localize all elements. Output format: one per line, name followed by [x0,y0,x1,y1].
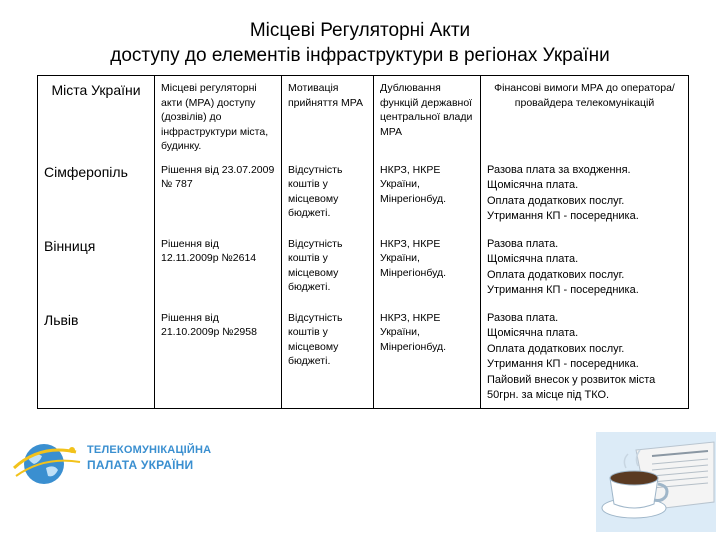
title-line-1: Місцеві Регуляторні Акти [249,20,471,41]
financial-item: Утримання КП - посередника. [487,358,639,370]
row-city: Вінниця [38,232,155,306]
title-line-2: доступу до елементів інфраструктури в регіонах України [110,45,610,66]
logo-line-2: ПАЛАТА УКРАЇНИ [87,458,194,472]
table-header-row [38,76,689,158]
page-title [0,18,720,68]
regulatory-acts-table [37,75,689,409]
financial-item: Пайовий внесок у розвиток міста 50грн. за місце під ТКО. [487,373,656,401]
row-duplication: НКРЗ, НКРЕ України, Мінрегіонбуд. [374,306,481,409]
row-financial [481,232,689,306]
financial-item: Щомісячна плата. [487,179,579,191]
financial-item: Разова плата за входження. [487,163,631,176]
table-row [38,158,689,232]
row-financial [481,158,689,232]
header-mra: Місцеві регуляторні акти (МРА) доступу (дозвілів) до інфраструктури міста, будинку. [155,76,282,158]
header-financial: Фінансові вимоги МРА до оператора/провайдера телекомунікацій [481,76,689,158]
row-duplication: НКРЗ, НКРЕ України, Мінрегіонбуд. [374,158,481,232]
chamber-logo [10,438,240,488]
coffee-newspaper-photo [596,432,716,532]
logo-line-1: ТЕЛЕКОМУНІКАЦІЙНА [87,444,212,456]
row-financial [481,306,689,409]
globe-logo-icon [10,438,82,488]
row-city: Сімферопіль [38,158,155,232]
table-row [38,306,689,409]
row-city: Львів [38,306,155,409]
row-motivation: Відсутність коштів у місцевому бюджеті. [282,158,374,232]
row-mra: Рішення від 12.11.2009р №2614 [155,232,282,306]
financial-item: Разова плата. [487,311,559,324]
financial-item: Оплата додаткових послуг. [487,342,625,355]
financial-item: Щомісячна плата. [487,327,579,339]
header-duplication: Дублювання функцій державної центральної влади МРА [374,76,481,158]
coffee-cup-icon [596,432,716,532]
row-mra: Рішення від 21.10.2009р №2958 [155,306,282,409]
financial-item: Оплата додаткових послуг. [487,194,625,207]
financial-item: Утримання КП - посередника. [487,284,639,296]
row-motivation: Відсутність коштів у місцевому бюджеті. [282,306,374,409]
financial-item: Разова плата. [487,237,559,250]
row-motivation: Відсутність коштів у місцевому бюджеті. [282,232,374,306]
financial-item: Оплата додаткових послуг. [487,268,625,281]
financial-item: Утримання КП - посередника. [487,210,639,222]
header-city: Міста України [38,76,155,158]
header-motivation: Мотивація прийняття МРА [282,76,374,158]
table-row [38,232,689,306]
row-duplication: НКРЗ, НКРЕ України, Мінрегіонбуд. [374,232,481,306]
row-mra: Рішення від 23.07.2009 № 787 [155,158,282,232]
financial-item: Щомісячна плата. [487,253,579,265]
